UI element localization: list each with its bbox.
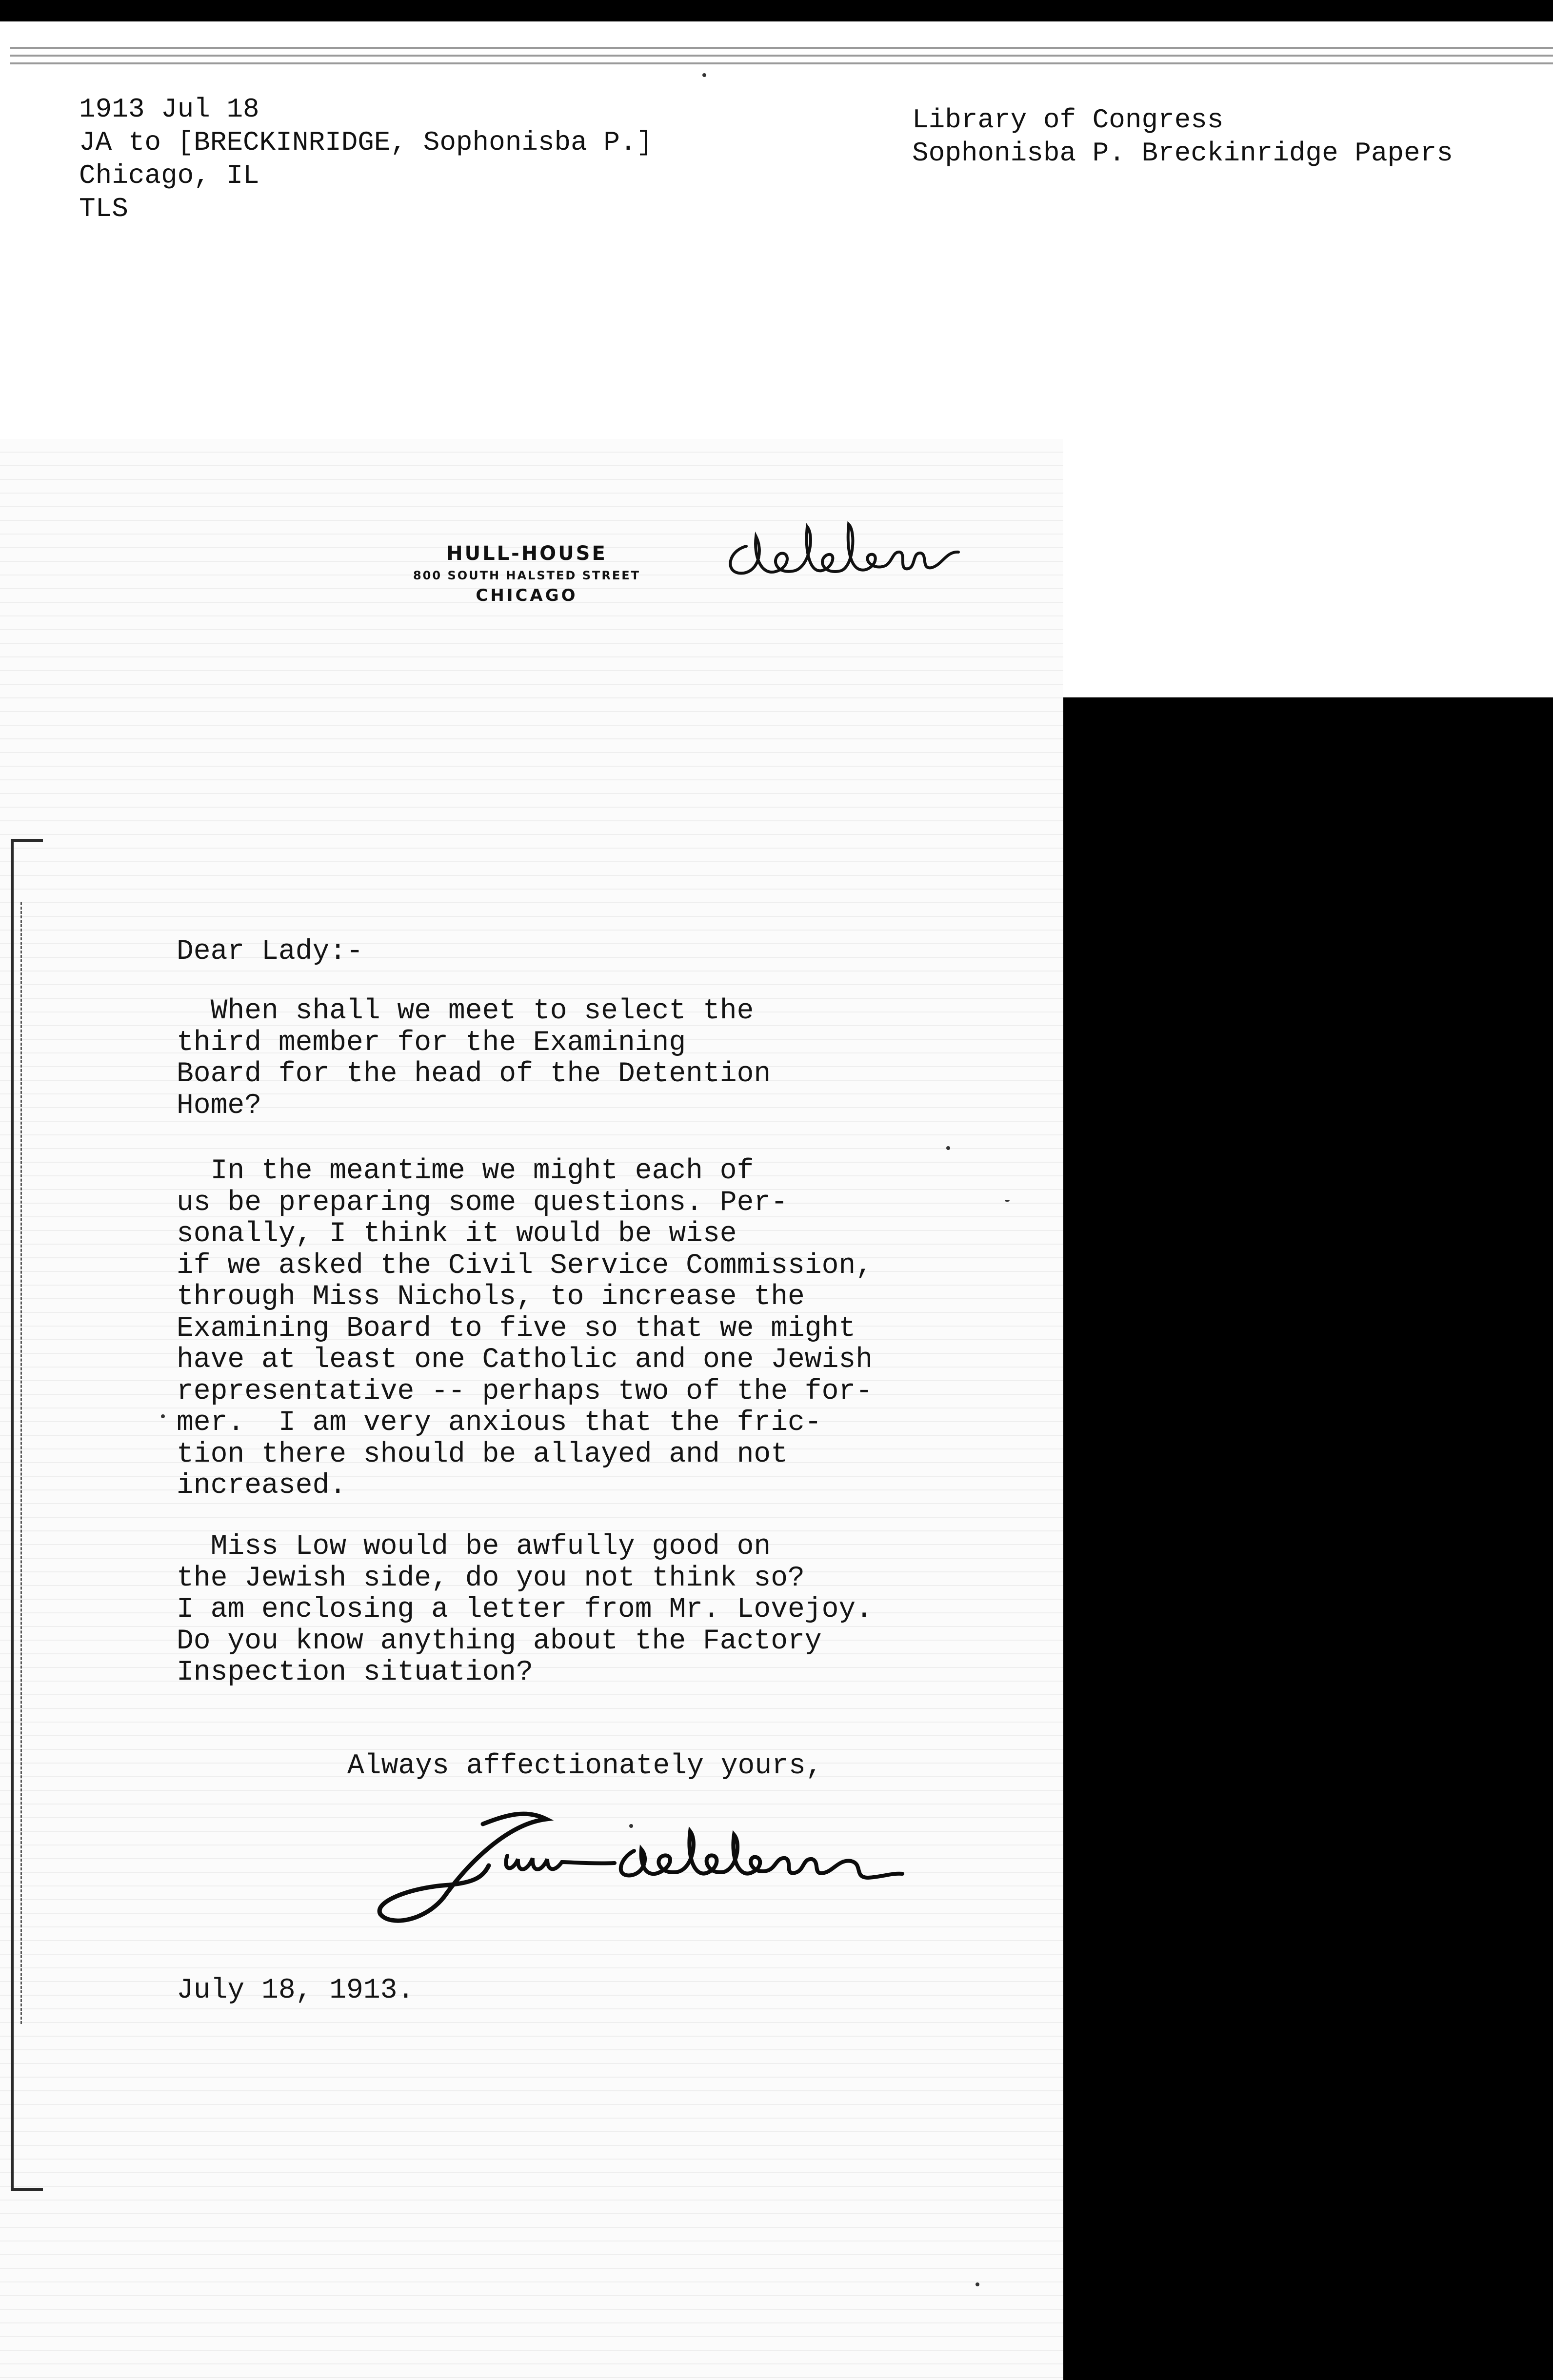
letter-date: July 18, 1913. [177,1975,415,2006]
header-rule [10,55,1553,57]
letter-line: Inspection situation? [177,1657,533,1688]
letter-line: mer. I am very anxious that the fric- [177,1407,822,1439]
scan-speck [629,1824,633,1828]
metadata-line: Sophonisba P. Breckinridge Papers [912,138,1453,169]
letter-line: I am enclosing a letter from Mr. Lovejoy. [177,1594,873,1626]
header-rule [10,47,1553,49]
letter-line: Board for the head of the Detention [177,1058,771,1090]
scan-speck [1005,1200,1010,1202]
letter-line: Miss Low would be awfully good on [177,1531,771,1563]
letter-line: third member for the Examining [177,1027,686,1059]
scan-top-border [0,0,1553,21]
letter-paragraph [177,996,771,1122]
scan-speck [976,2282,979,2286]
letter-line: When shall we meet to select the [177,995,754,1027]
letter-line: Do you know anything about the Factory [177,1625,822,1657]
scan-speck [161,1414,165,1418]
letter-line: through Miss Nichols, to increase the [177,1281,805,1313]
scan-speck [946,1146,950,1150]
salutation: Dear Lady:- [177,936,363,968]
handwritten-addams-note [717,517,971,585]
letter-line: the Jewish side, do you not think so? [177,1562,805,1594]
metadata-line: TLS [79,193,128,224]
metadata-line: Chicago, IL [79,160,259,191]
letterhead-name: HULL-HOUSE [446,542,607,565]
margin-tick-marks [20,902,27,2024]
letter-line: Home? [177,1090,262,1122]
letterhead-address: 800 SOUTH HALSTED STREET [413,569,641,582]
scan-background [1063,697,1553,2380]
letter-paragraph [177,1156,873,1502]
letter-line: Examining Board to five so that we might [177,1312,856,1345]
scan-speck [702,73,706,77]
closing: Always affectionately yours, [347,1750,823,1782]
archive-metadata-right [912,103,1453,170]
letter-paragraph [177,1531,873,1689]
letter-line: have at least one Catholic and one Jewish [177,1344,873,1376]
letter-line: us be preparing some questions. Per- [177,1187,788,1219]
letter-line: representative -- perhaps two of the for- [177,1375,873,1408]
letter-line: In the meantime we might each of [177,1155,754,1187]
letter-line: tion there should be allayed and not [177,1438,788,1470]
letterhead [371,540,683,607]
metadata-line: 1913 Jul 18 [79,94,259,125]
margin-bracket [11,839,43,2191]
handwritten-signature [361,1805,946,1931]
header-rule [10,62,1553,64]
letter-line: if we asked the Civil Service Commission, [177,1250,873,1282]
letter-line: sonally, I think it would be wise [177,1218,737,1250]
metadata-line: Library of Congress [912,104,1224,136]
archive-metadata-left [79,93,653,225]
metadata-line: JA to [BRECKINRIDGE, Sophonisba P.] [79,127,653,158]
letter-line: increased. [177,1470,347,1502]
letterhead-city: CHICAGO [476,586,578,605]
